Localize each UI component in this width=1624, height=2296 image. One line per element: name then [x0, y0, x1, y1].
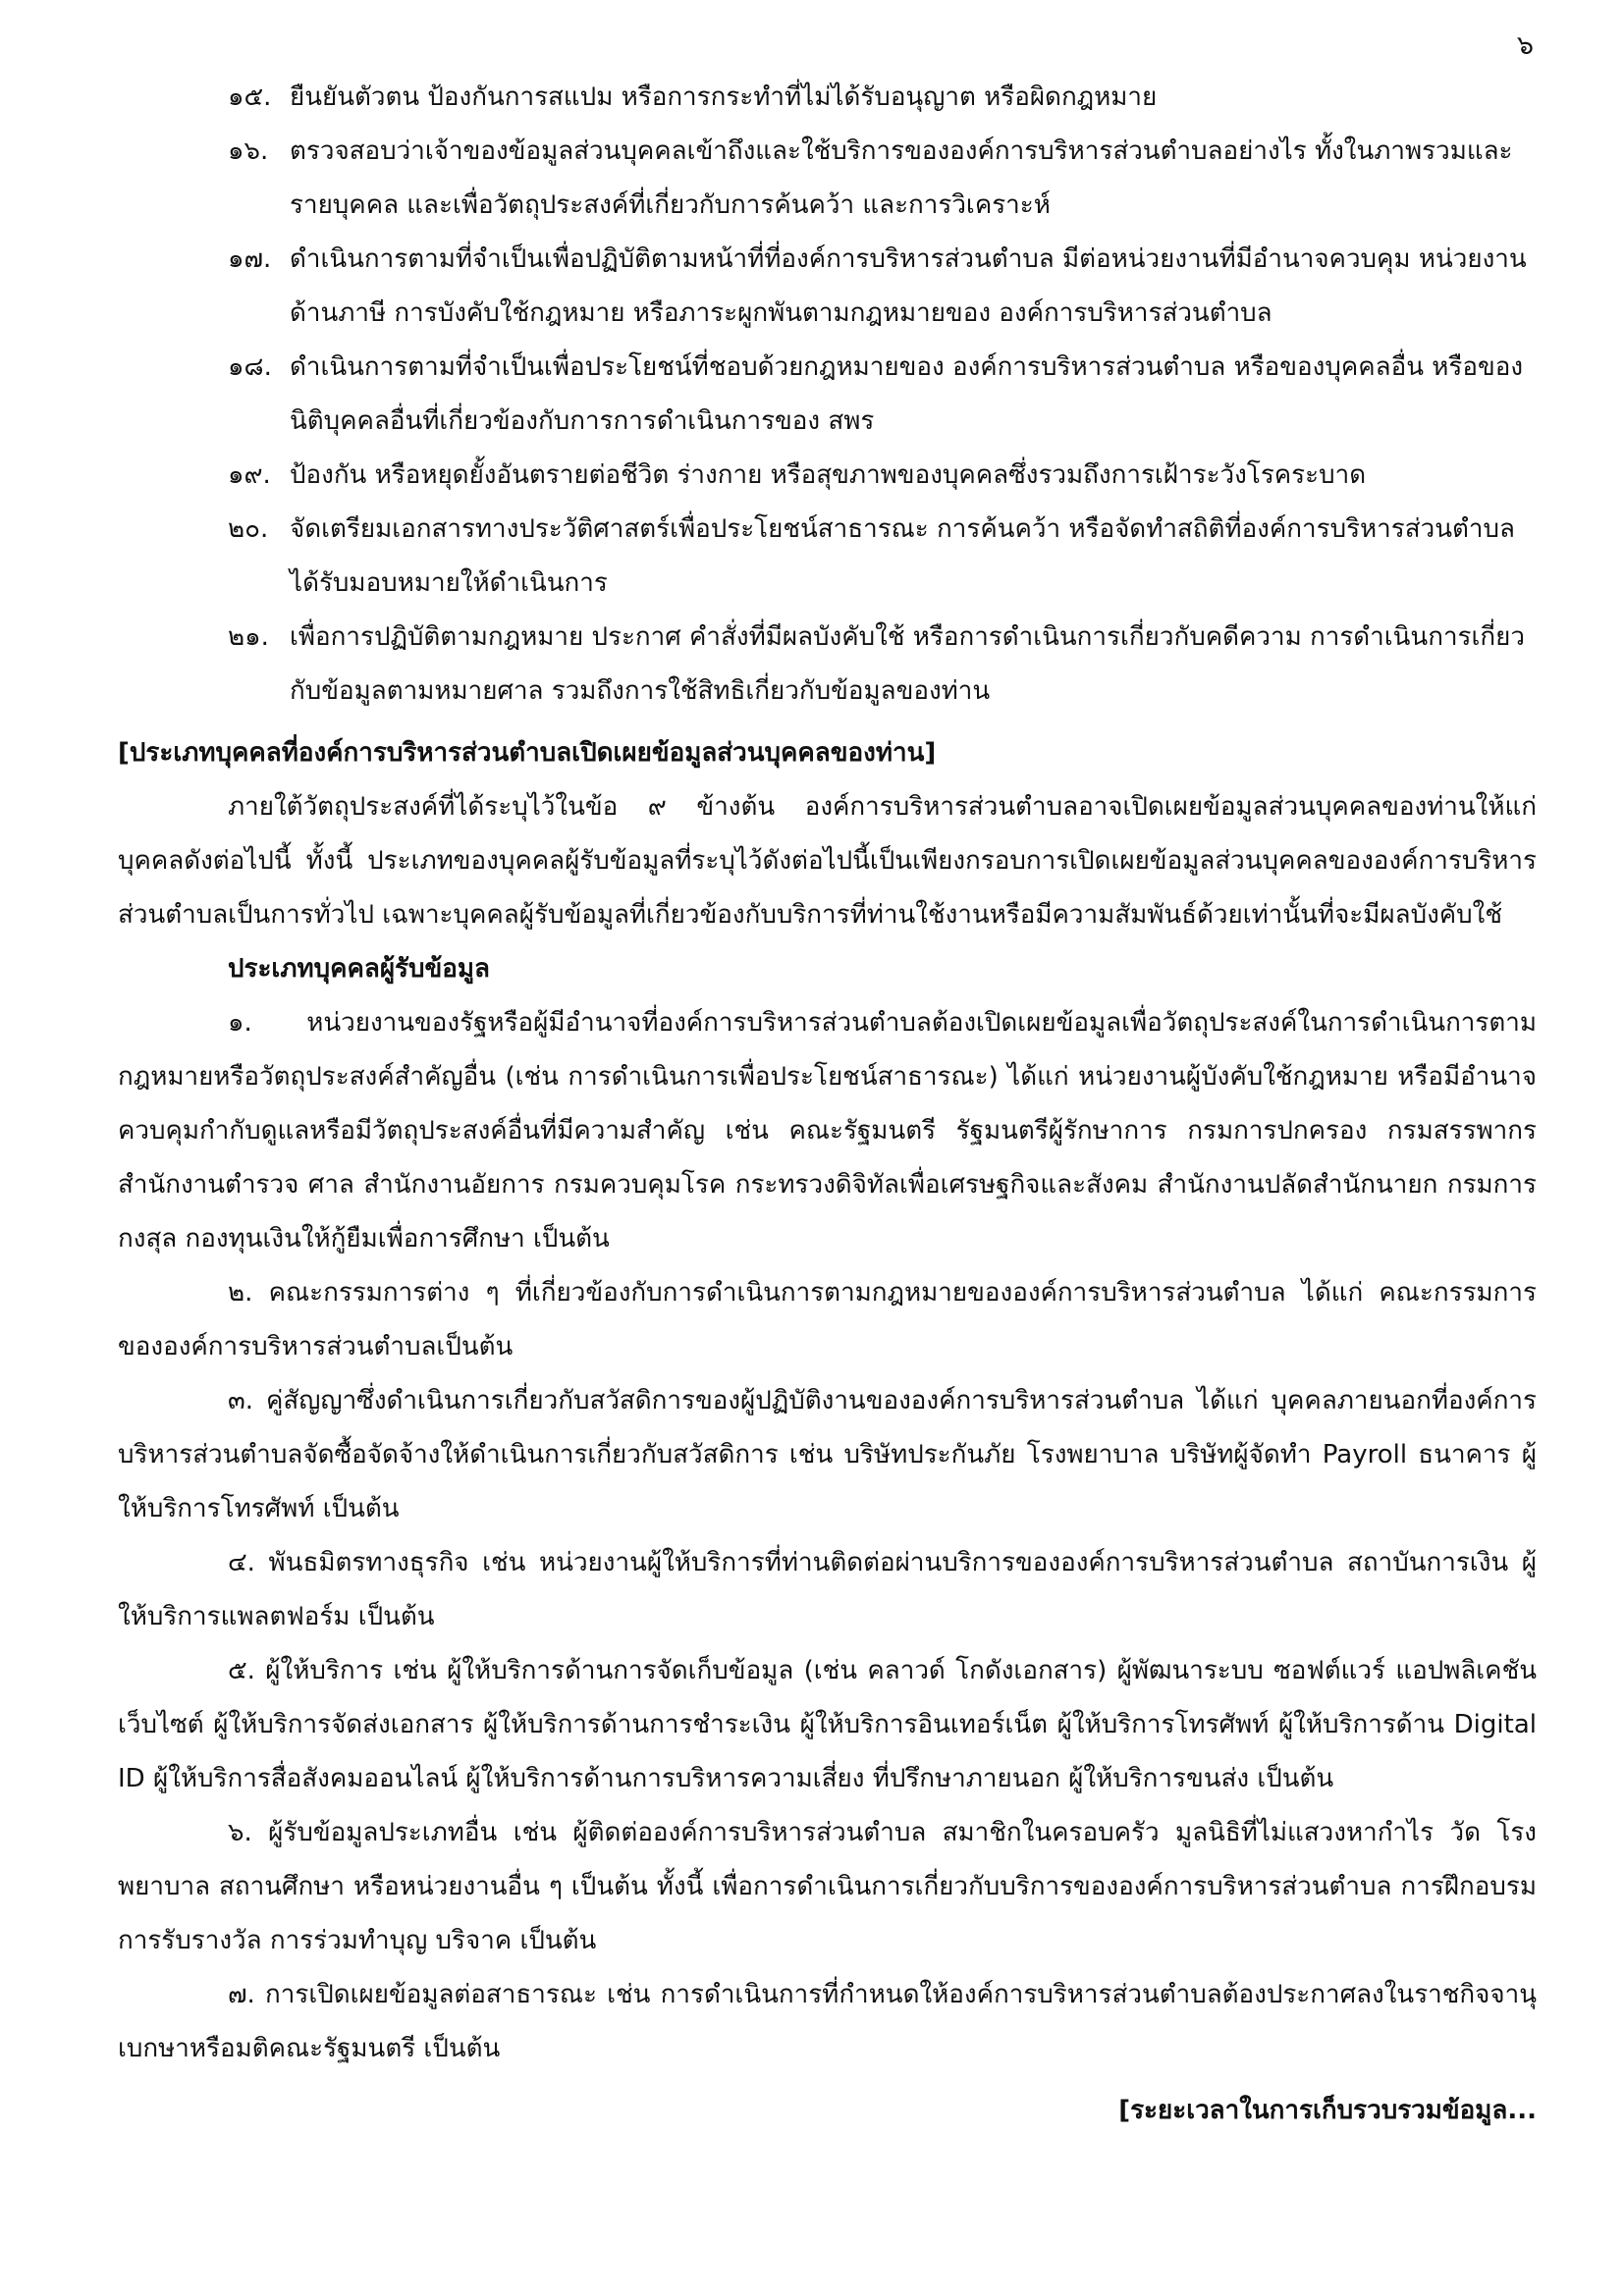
subheading: ประเภทบุคคลผู้รับข้อมูล: [228, 954, 490, 984]
recipient-paragraph: ๑. หน่วยงานของรัฐหรือผู้มีอำนาจที่องค์การบริหารส่วนตำบลต้องเปิดเผยข้อมูลเพื่อวัตถุประสงค์ในการดำเนินการตามกฎหมายหรือวัตถุประสงค์สำคัญอื่น (เช่น การดำเนินการเพื่อประโยชน์สาธารณะ) ได้แก่ หน่วยงานผู้บังคับใช้กฎหมาย หรือมีอำนาจควบคุมกำกับดูแลหรือมีวัตถุประสงค์อื่นที่มีความสำคัญ เช่น คณะรัฐมนตรี รัฐมนตรีผู้รักษาการ กรมการปกครอง กรมสรรพากร สำนักงานตำรวจ ศาล สำนักงานอัยการ กรมควบคุมโรค กระทรวงดิจิทัลเพื่อเศรษฐกิจและสังคม สำนักงานปลัดสำนักนายก กรมการกงสุล กองทุนเงินให้กู้ยืมเพื่อการศึกษา เป็นต้น: [118, 1008, 1537, 1254]
intro-paragraph: ภายใต้วัตถุประสงค์ที่ได้ระบุไว้ในข้อ ๙ ข้างต้น องค์การบริหารส่วนตำบลอาจเปิดเผยข้อมูลส่วนบุคคลของท่านให้แก่บุคคลดังต่อไปนี้ ทั้งนี้ ประเภทของบุคคลผู้รับข้อมูลที่ระบุไว้ดังต่อไปนี้เป็นเพียงกรอบการเปิดเผยข้อมูลส่วนบุคคลขององค์การบริหารส่วนตำบลเป็นการทั่วไป เฉพาะบุคคลผู้รับข้อมูลที่เกี่ยวข้องกับบริการที่ท่านใช้งานหรือมีความสัมพันธ์ด้วยเท่านั้นที่จะมีผลบังคับใช้: [118, 792, 1537, 930]
list-item: [118, 503, 1537, 611]
list-item-number: ๑๗.: [228, 244, 272, 274]
list-item: [118, 341, 1537, 449]
list-item-number: ๒๑.: [228, 622, 269, 652]
recipient-paragraph: ๗. การเปิดเผยข้อมูลต่อสาธารณะ เช่น การดำเนินการที่กำหนดให้องค์การบริหารส่วนตำบลต้องประกาศลงในราชกิจจานุเบกษาหรือมติคณะรัฐมนตรี เป็นต้น: [118, 1980, 1537, 2063]
list-item-text: ป้องกัน หรือหยุดยั้งอันตรายต่อชีวิต ร่างกาย หรือสุขภาพของบุคคลซึ่งรวมถึงการเฝ้าระวังโรคระบาด: [290, 460, 1367, 490]
list-item-number: ๑๙.: [228, 460, 271, 490]
list-item: [118, 611, 1537, 719]
recipient-paragraph: ๒. คณะกรรมการต่าง ๆ ที่เกี่ยวข้องกับการดำเนินการตามกฎหมายขององค์การบริหารส่วนตำบล ได้แก่ คณะกรรมการขององค์การบริหารส่วนตำบลเป็นต้น: [118, 1278, 1537, 1362]
page-number: ๖: [1516, 30, 1534, 61]
list-item-text: ดำเนินการตามที่จำเป็นเพื่อประโยชน์ที่ชอบด้วยกฎหมายของ องค์การบริหารส่วนตำบล หรือของบุคคลอื่น หรือของนิติบุคคลอื่นที่เกี่ยวข้องกับการการดำเนินการของ สพร: [290, 352, 1524, 436]
section-title: [ประเภทบุคคลที่องค์การบริหารส่วนตำบลเปิดเผยข้อมูลส่วนบุคคลของท่าน]: [118, 738, 937, 768]
page-content: [118, 71, 1537, 2138]
continuation-heading: [ระยะเวลาในการเก็บรวบรวมข้อมูล...: [1118, 2096, 1537, 2125]
recipient-paragraph: ๓. คู่สัญญาซึ่งดำเนินการเกี่ยวกับสวัสดิการของผู้ปฏิบัติงานขององค์การบริหารส่วนตำบล ได้แก่ บุคคลภายนอกที่องค์การบริหารส่วนตำบลจัดซื้อจัดจ้างให้ดำเนินการเกี่ยวกับสวัสดิการ เช่น บริษัทประกันภัย โรงพยาบาล บริษัทผู้จัดทำ Payroll ธนาคาร ผู้ให้บริการโทรศัพท์ เป็นต้น: [118, 1386, 1537, 1523]
list-item: [118, 449, 1537, 503]
list-item-text: จัดเตรียมเอกสารทางประวัติศาสตร์เพื่อประโยชน์สาธารณะ การค้นคว้า หรือจัดทำสถิติที่องค์การบริหารส่วนตำบล ได้รับมอบหมายให้ดำเนินการ: [290, 514, 1515, 598]
list-item-number: ๒๐.: [228, 514, 269, 544]
recipient-paragraph: ๔. พันธมิตรทางธุรกิจ เช่น หน่วยงานผู้ให้บริการที่ท่านติดต่อผ่านบริการขององค์การบริหารส่วนตำบล สถาบันการเงิน ผู้ให้บริการแพลตฟอร์ม เป็นต้น: [118, 1548, 1537, 1631]
list-item-number: ๑๕.: [228, 82, 272, 112]
list-item-number: ๑๘.: [228, 352, 272, 382]
numbered-list: [118, 71, 1537, 719]
list-item-number: ๑๖.: [228, 136, 269, 166]
list-item: [118, 125, 1537, 233]
recipient-paragraph: ๕. ผู้ให้บริการ เช่น ผู้ให้บริการด้านการจัดเก็บข้อมูล (เช่น คลาวด์ โกดังเอกสาร) ผู้พัฒนาระบบ ซอฟต์แวร์ แอปพลิเคชัน เว็บไซต์ ผู้ให้บริการจัดส่งเอกสาร ผู้ให้บริการด้านการชำระเงิน ผู้ให้บริการอินเทอร์เน็ต ผู้ให้บริการโทรศัพท์ ผู้ให้บริการด้าน Digital ID ผู้ให้บริการสื่อสังคมออนไลน์ ผู้ให้บริการด้านการบริหารความเสี่ยง ที่ปรึกษาภายนอก ผู้ให้บริการขนส่ง เป็นต้น: [118, 1656, 1537, 1793]
list-item: [118, 233, 1537, 341]
recipient-paragraph: ๖. ผู้รับข้อมูลประเภทอื่น เช่น ผู้ติดต่อองค์การบริหารส่วนตำบล สมาชิกในครอบครัว มูลนิธิที่ไม่แสวงหากำไร วัด โรงพยาบาล สถานศึกษา หรือหน่วยงานอื่น ๆ เป็นต้น ทั้งนี้ เพื่อการดำเนินการเกี่ยวกับบริการขององค์การบริหารส่วนตำบล การฝึกอบรม การรับรางวัล การร่วมทำบุญ บริจาค เป็นต้น: [118, 1818, 1537, 1955]
list-item-text: ตรวจสอบว่าเจ้าของข้อมูลส่วนบุคคลเข้าถึงและใช้บริการขององค์การบริหารส่วนตำบลอย่างไร ทั้งในภาพรวมและรายบุคคล และเพื่อวัตถุประสงค์ที่เกี่ยวกับการค้นคว้า และการวิเคราะห์: [290, 136, 1513, 220]
list-item: [118, 71, 1537, 125]
list-item-text: ยืนยันตัวตน ป้องกันการสแปม หรือการกระทำที่ไม่ได้รับอนุญาต หรือผิดกฎหมาย: [290, 82, 1158, 112]
list-item-text: เพื่อการปฏิบัติตามกฎหมาย ประกาศ คำสั่งที่มีผลบังคับใช้ หรือการดำเนินการเกี่ยวกับคดีความ การดำเนินการเกี่ยวกับข้อมูลตามหมายศาล รวมถึงการใช้สิทธิเกี่ยวกับข้อมูลของท่าน: [290, 622, 1525, 706]
recipient-list: [118, 996, 1537, 2076]
list-item-text: ดำเนินการตามที่จำเป็นเพื่อปฏิบัติตามหน้าที่ที่องค์การบริหารส่วนตำบล มีต่อหน่วยงานที่มีอำนาจควบคุม หน่วยงานด้านภาษี การบังคับใช้กฎหมาย หรือภาระผูกพันตามกฎหมายของ องค์การบริหารส่วนตำบล: [290, 244, 1527, 328]
